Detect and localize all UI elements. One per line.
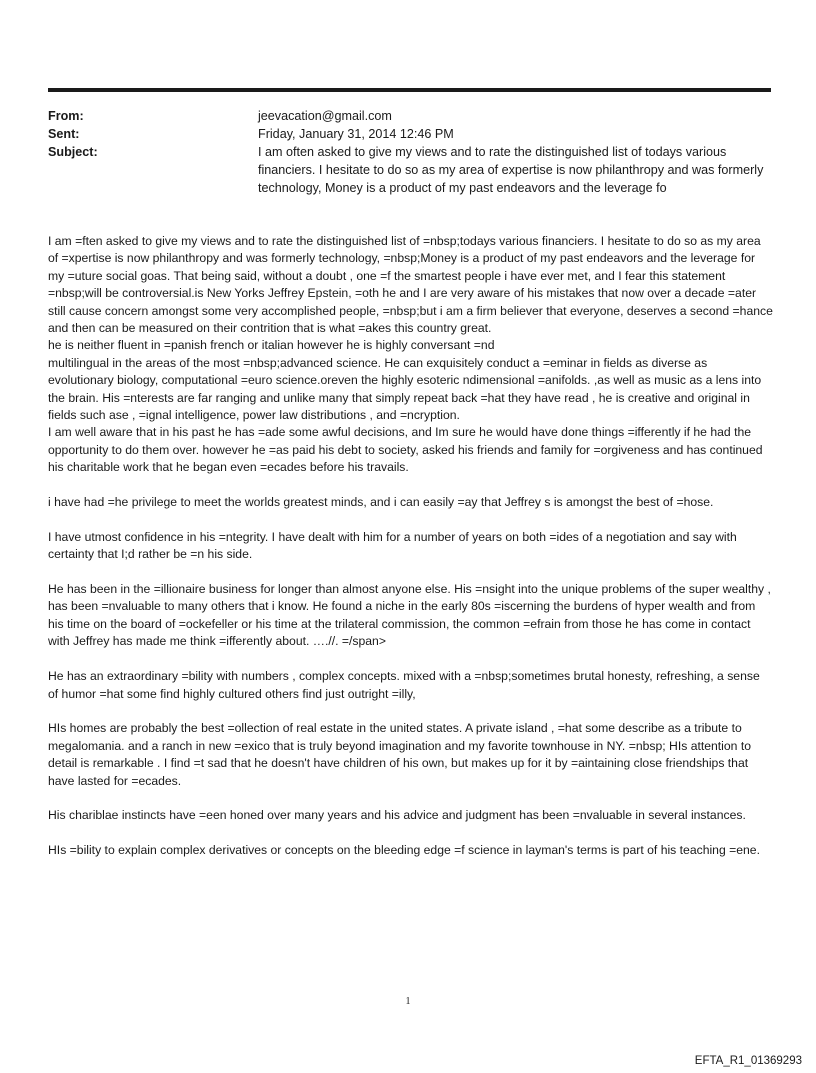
sent-label: Sent: — [48, 127, 80, 141]
subject-row — [48, 143, 771, 197]
body-paragraph: He has been in the =illionaire business for longer than almost anyone else. His =nsight into the unique problems of the super wealthy , has been =nvaluable to many others that i know. He found a niche in the early 80s =iscerning the burdens of hyper wealth and from his time on the board of =ockefeller or his time at the trilateral commission, the common =efrain from those he has come in contact with Jeffrey has made me think =ifferently about. ….//. =/span> — [48, 582, 771, 649]
body-paragraph: HIs =bility to explain complex derivatives or concepts on the bleeding edge =f science in layman's terms is part of his teaching =ene. — [48, 843, 760, 858]
subject-value: I am often asked to give my views and to rate the distinguished list of todays various financiers. I hesitate to do so as my area of expertise is now philanthropy and was formerly technology, Money is a product of my past endeavors and the leverage fo — [258, 145, 764, 195]
email-body — [48, 233, 773, 877]
body-paragraph: He has an extraordinary =bility with numbers , complex concepts. mixed with a =nbsp;sometimes brutal honesty, refreshing, a sense of humor =hat some find highly cultured others find just outright =illy, — [48, 669, 760, 701]
page-number: 1 — [405, 996, 411, 1007]
sent-value: Friday, January 31, 2014 12:46 PM — [258, 127, 454, 141]
body-paragraph: I am =ften asked to give my views and to rate the distinguished list of =nbsp;todays various financiers. I hesitate to do so as my area of =xpertise is now philanthropy and was formerly technology, =nbsp;Money is a product of my past endeavors and the leverage for my =uture social goas. That being said, without a doubt , one =f the smartest people i have ever met, and I fear this statement =nbsp;will be controversial.is New Yorks Jeffrey Epstein, =oth he and I are very aware of his mistakes that now over a decade =ater still cause concern amongst some very accomplished people, =nbsp;but i am a firm believer that everyone, deserves a second =hance and then can be measured on their contrition that is what =akes this country great. he is neither fluent in =panish french or italian however he is highly conversant =nd multilingual in the areas of the most =nbsp;advanced science. He can exquisitely conduct a =eminar in fields as diverse as evolutionary biology, computational =euro science.oreven the highly esoteric ndimensional =anifolds. ,as well as music as a lens into the brain. His =nterests are far ranging and unlike many that simply repeat back =hat they have read , he is creative and original in fields such ase , =ignal intelligence, power law distributions , and =ncryption. I am well aware that in his past he has =ade some awful decisions, and Im sure he would have done things =ifferently if he had the opportunity to do them over. however he =as paid his debt to society, asked his friends and family for =orgiveness and has continued his charitable work that he began even =ecades before his travails. — [48, 234, 773, 475]
body-paragraph: HIs homes are probably the best =ollection of real estate in the united states. A private island , =hat some describe as a tribute to megalomania. and a ranch in new =exico that is truly beyond imagination and my favorite townhouse in NY. =nbsp; HIs attention to detail is remarkable . I find =t sad that he doesn't have children of his own, but makes up for it by =aintaining close friendships that have lasted for =ecades. — [48, 721, 751, 788]
header-rule — [48, 88, 771, 92]
email-header — [48, 107, 771, 197]
sent-row — [48, 125, 771, 143]
from-value: jeevacation@gmail.com — [258, 109, 392, 123]
body-paragraph: His chariblae instincts have =een honed over many years and his advice and judgment has been =nvaluable in several instances. — [48, 808, 746, 823]
subject-label: Subject: — [48, 145, 98, 159]
body-paragraph: i have had =he privilege to meet the worlds greatest minds, and i can easily =ay that Jeffrey s is amongst the best of =hose. — [48, 495, 714, 510]
from-label: From: — [48, 109, 84, 123]
body-paragraph: I have utmost confidence in his =ntegrity. I have dealt with him for a number of years on both =ides of a negotiation and say with certainty that I;d rather be =n his side. — [48, 529, 737, 562]
from-row — [48, 107, 771, 125]
document-id: EFTA_R1_01369293 — [694, 1055, 802, 1067]
